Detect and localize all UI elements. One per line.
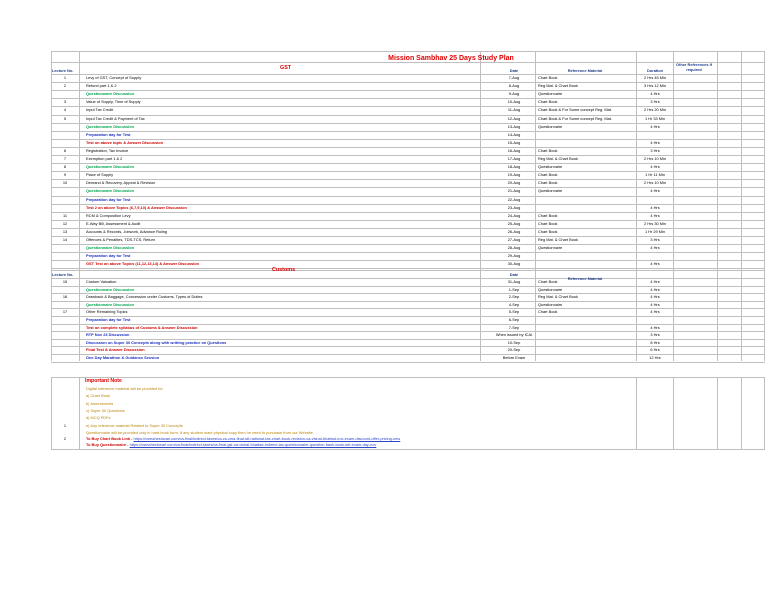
study-plan-sheet — [51, 51, 765, 461]
topic-cell: Input Tax Credit — [86, 107, 114, 113]
lecture-number — [52, 205, 78, 211]
reference-cell: Chart Book & For Some concept Reg. Mat. — [538, 115, 612, 121]
customs-date-header: Date — [509, 272, 519, 277]
topic-cell: Questionnaire Discussion — [86, 301, 134, 307]
note-line: e) Any reference material Related to Super 30 Concepts — [86, 422, 183, 428]
note-line: d) MCQ PDFs — [86, 415, 111, 421]
reference-cell — [538, 205, 635, 211]
duration-cell: 4 Hrs — [650, 301, 660, 307]
date-cell: 17-Aug — [507, 156, 521, 161]
lecture-number: 15 — [62, 279, 68, 284]
topic-cell: Accounts & Records, Jobwork, Advance Ruling — [86, 228, 168, 234]
topic-cell: Preparation day for Test — [86, 196, 131, 202]
lecture-number: 6 — [63, 147, 67, 153]
grid-line — [79, 377, 80, 449]
date-cell: 23-Aug — [507, 204, 521, 210]
reference-cell: Chart Book — [538, 220, 558, 226]
date-cell: 6-Sep — [508, 317, 520, 322]
lecture-number — [52, 317, 78, 323]
duration-header: Duration — [647, 68, 663, 73]
reference-cell: Chart Book — [538, 172, 558, 178]
lecture-number: 5 — [63, 115, 67, 121]
date-cell: 14-Aug — [507, 131, 521, 137]
topic-cell: Test on complete syllabus of Customs & Answer Discussion — [86, 324, 198, 330]
topic-cell: E-Way Bill, Assessment & Audit — [86, 220, 141, 226]
reference-cell: Chart Book — [538, 309, 558, 315]
duration-cell: 12 Hrs — [649, 355, 661, 360]
topic-cell: Questionnaire Discussion — [86, 188, 134, 194]
duration-cell: 4 Hrs — [650, 139, 660, 145]
date-cell: 20-Sep — [507, 347, 521, 353]
reference-cell — [538, 332, 635, 338]
topic-cell: Other Remaining Topics — [86, 309, 128, 315]
duration-cell: 4 Hrs — [650, 204, 660, 210]
lecture-number — [52, 287, 78, 293]
customs-lecture-no-header: Lecture No. — [52, 272, 74, 277]
note-item-2-number: 2 — [63, 436, 67, 441]
topic-cell: Exemption part 1 & 2 — [86, 156, 123, 161]
date-cell: 16-Aug — [507, 147, 521, 153]
topic-cell: Value of Supply, Time of Supply — [86, 99, 141, 105]
reference-cell — [538, 261, 635, 267]
lecture-number — [52, 245, 78, 251]
reference-cell — [538, 347, 635, 353]
date-cell: 8-Aug — [508, 83, 520, 89]
duration-cell: 4 Hrs — [650, 245, 660, 251]
grid-line — [51, 362, 765, 363]
reference-cell — [538, 253, 635, 259]
duration-cell: 2 Hrs 45 Min — [643, 75, 667, 80]
date-cell: 2-Sep — [508, 294, 520, 300]
topic-cell: RTP Nov 23 Discussion — [86, 332, 130, 338]
date-header: Date — [509, 68, 519, 73]
grid-line — [741, 377, 742, 449]
topic-cell: Demand & Recovery, Appeal & Revision — [86, 180, 156, 186]
topic-cell: Offences & Penalties, TDS-TCS, Return — [86, 237, 156, 242]
duration-cell: 3 Hrs — [650, 147, 660, 153]
reference-cell: Questionnaire — [538, 245, 563, 251]
grid-line — [717, 51, 718, 361]
lecture-number — [52, 325, 78, 331]
reference-cell: Reg Mat. & Chart Book — [538, 294, 579, 300]
grid-line — [717, 377, 718, 449]
chart-book-link[interactable]: https://vsmaheshwari.com/ca-final/indirect-taxes/ca-cs-cma-final-idt-national-tax-chart-book-revision-ca-vishal-bhattad-nov-exam-discount-offer-pricing-new — [133, 436, 401, 441]
lecture-number — [52, 332, 78, 338]
topic-cell: Place of Supply — [86, 172, 114, 178]
duration-cell — [637, 132, 673, 138]
note-line: a) Chart Book — [86, 393, 111, 399]
topic-cell: GST Test on above Topics (11,12,13,14) & Answer Discussion — [86, 261, 200, 267]
topic-cell: Input Tax Credit & Payment of Tax — [86, 115, 145, 121]
date-cell: 20-Aug — [507, 180, 521, 186]
lecture-number: 11 — [62, 212, 68, 218]
duration-cell: 3 Hrs — [650, 99, 660, 105]
date-cell: 31-Aug — [507, 279, 521, 284]
reference-cell: Chart Book — [538, 99, 558, 105]
reference-header: Reference Material — [567, 68, 603, 73]
date-cell: 7-Sep — [508, 324, 520, 330]
lecture-no-header: Lecture No. — [52, 68, 74, 73]
grid-line — [51, 51, 765, 52]
grid-line — [51, 449, 765, 450]
lecture-number: 7 — [63, 156, 67, 161]
date-cell: 13-Aug — [507, 123, 521, 129]
reference-cell — [538, 355, 635, 361]
lecture-number: 1 — [63, 75, 67, 80]
lecture-number: 3 — [63, 99, 67, 105]
date-cell: 21-Aug — [507, 188, 521, 194]
lecture-number: 17 — [62, 309, 68, 315]
reference-cell: Questionnaire — [538, 301, 563, 307]
lecture-number: 4 — [63, 107, 67, 113]
topic-cell: Questionnaire Discussion — [86, 123, 134, 129]
duration-cell: 4 Hrs — [650, 279, 660, 284]
topic-cell: Test 2 on above Topics (6,7,9,10) & Answer Discussion — [86, 204, 187, 210]
lecture-number — [52, 188, 78, 194]
grid-line — [673, 51, 674, 361]
date-cell: 10-Aug — [507, 99, 521, 105]
date-cell: 9-Aug — [508, 91, 520, 97]
lecture-number — [52, 124, 78, 130]
note-item-1-number: 1 — [63, 423, 67, 428]
gst-section-title: GST — [280, 65, 292, 71]
date-cell: 10-Sep — [507, 339, 521, 345]
duration-cell: 1 Hr 29 Min — [644, 228, 666, 234]
reference-cell: Reg Mat. & Chart Book — [538, 156, 579, 161]
lecture-number — [52, 140, 78, 146]
duration-cell — [637, 317, 673, 323]
questionnaire-link-label: To Buy Questionnaire - — [86, 442, 130, 447]
questionnaire-link-row — [86, 442, 606, 448]
date-cell: 25-Aug — [507, 220, 521, 226]
note-line: Digital reference material will be provided for — [86, 386, 163, 391]
date-cell: 5-Sep — [508, 309, 520, 315]
date-cell: 11-Aug — [507, 107, 521, 113]
reference-cell: Questionnaire — [538, 286, 563, 292]
topic-cell: Questionnaire Discussion — [86, 91, 134, 97]
reference-cell — [538, 340, 635, 346]
note-line: b) Amendments — [86, 400, 114, 406]
grid-line — [741, 51, 742, 361]
duration-cell — [637, 197, 673, 203]
customs-section-title: Customs — [272, 267, 296, 273]
lecture-number: 13 — [62, 228, 68, 234]
lecture-number — [52, 340, 78, 346]
grid-line — [79, 51, 80, 361]
reference-cell: Chart Book — [538, 180, 558, 186]
topic-cell: Questionnaire Discussion — [86, 245, 134, 251]
duration-cell: 2 Hrs 20 Min — [643, 107, 667, 113]
lecture-number: 16 — [62, 294, 68, 300]
duration-cell: 2 Hrs 30 Min — [643, 220, 667, 226]
duration-cell: 8 Hrs — [650, 339, 660, 345]
lecture-number: 2 — [63, 83, 67, 89]
duration-cell: 3 Hrs 12 Min — [643, 83, 667, 89]
duration-cell: 2 Hrs 10 Min — [643, 156, 667, 161]
reference-cell — [538, 325, 635, 331]
duration-cell: 2 Hrs 10 Min — [643, 180, 667, 186]
topic-cell: Preparation day for Test — [86, 131, 131, 137]
lecture-number — [52, 261, 78, 267]
duration-cell: 4 Hrs — [650, 188, 660, 194]
duration-cell: 4 Hrs — [650, 164, 660, 170]
date-cell: 26-Aug — [507, 228, 521, 234]
reference-cell: Questionnaire — [538, 91, 563, 97]
date-cell: 29-Aug — [507, 253, 521, 259]
lecture-number: 8 — [63, 164, 67, 170]
reference-cell: Chart Book — [538, 147, 558, 153]
date-cell: 24-Aug — [507, 212, 521, 218]
duration-cell: 4 Hrs — [650, 324, 660, 330]
duration-cell: 4 Hrs — [650, 212, 660, 218]
lecture-number — [52, 253, 78, 259]
duration-cell: 4 Hrs — [650, 294, 660, 300]
date-cell: 7-Aug — [508, 75, 520, 80]
reference-cell — [538, 132, 635, 138]
page-title: Mission Sambhav 25 Days Study Plan — [388, 55, 514, 62]
reference-cell — [538, 317, 635, 323]
date-cell: 28-Aug — [507, 245, 521, 251]
reference-cell: Chart Book — [538, 212, 558, 218]
topic-cell: Preparation day for Test — [86, 317, 131, 322]
topic-cell: Preparation day for Test — [86, 253, 131, 259]
topic-cell: One Day Marathon & Guidance Session — [86, 355, 160, 360]
duration-cell: 4 Hrs — [650, 309, 660, 315]
other-references-header: Other References if required — [676, 62, 712, 72]
duration-cell — [637, 253, 673, 259]
grid-line — [764, 51, 765, 361]
note-line: c) Super 50 Questions — [86, 407, 125, 413]
topic-cell: Custom Valuation — [86, 279, 117, 284]
topic-cell: Discussion on Super 30 Concepts along with writting practice on Questions — [86, 339, 227, 345]
lecture-number: 14 — [62, 237, 68, 242]
duration-cell: 4 Hrs — [650, 91, 660, 97]
topic-cell: Registration, Tax Invoice — [86, 147, 129, 153]
duration-cell: 4 Hrs — [650, 261, 660, 267]
date-cell: 18-Aug — [507, 164, 521, 170]
reference-cell: Chart Book & For Some concept Reg. Mat. — [538, 107, 612, 113]
grid-line — [51, 270, 765, 271]
reference-cell: Chart Book — [538, 279, 558, 284]
date-cell: 1-Sep — [508, 286, 520, 292]
duration-cell: 6 Hrs — [650, 347, 660, 353]
topic-cell: Final Test & Answer Discussion — [86, 347, 145, 353]
customs-reference-header: Reference Material — [567, 276, 603, 281]
date-cell: 12-Aug — [507, 115, 521, 121]
topic-cell: Drawback & Baggage, Concession under Customs, Types of Duties — [86, 294, 203, 300]
date-cell: 15-Aug — [507, 139, 521, 145]
reference-cell: Questionnaire — [538, 123, 563, 129]
date-cell: 30-Aug — [507, 261, 521, 267]
lecture-number — [52, 197, 78, 203]
lecture-number: 12 — [62, 220, 68, 226]
duration-cell: 4 Hrs — [650, 286, 660, 292]
grid-line — [636, 377, 637, 449]
grid-line — [51, 377, 765, 378]
lecture-number — [52, 355, 78, 361]
lecture-number: 10 — [62, 180, 68, 186]
reference-cell: Chart Book — [538, 228, 558, 234]
lecture-number: 9 — [63, 172, 67, 178]
reference-cell: Reg Mat. & Chart Book — [538, 237, 579, 242]
lecture-number — [52, 347, 78, 353]
questionnaire-note: Questionnaire will be provided only in hard book form, If any student want physical copy then he need to purchase from our Website. — [86, 430, 314, 435]
duration-cell: 1 Hr 11 Min — [645, 172, 665, 178]
duration-cell: 4 Hrs — [650, 123, 660, 129]
topic-cell: Test on above topic & Answer Discussion — [86, 139, 163, 145]
grid-line — [673, 377, 674, 449]
duration-cell: 3 Hrs — [650, 332, 660, 338]
lecture-number — [52, 302, 78, 308]
chart-book-link-label: To Buy Chart Book Link - — [86, 436, 134, 441]
topic-cell: Questionnaire Discussion — [86, 164, 134, 170]
date-cell: 19-Aug — [507, 172, 521, 178]
reference-cell: Questionnaire — [538, 188, 563, 194]
duration-cell: 1 Hr 33 Min — [644, 115, 666, 121]
lecture-number — [52, 91, 78, 97]
topic-cell: RCM & Composition Levy — [86, 212, 131, 218]
topic-cell: Questionnaire Discussion — [86, 286, 134, 292]
reference-cell: Reg Mat. & Chart Book — [538, 83, 579, 89]
reference-cell: Chart Book — [538, 75, 558, 80]
reference-cell: Questionnaire — [538, 164, 563, 170]
topic-cell: Levy of GST, Concept of Supply — [86, 75, 142, 80]
questionnaire-link[interactable]: https://vsmaheshwari.com/ca-final/indirect-taxes/ca-final-gst-ca-vishal-bhattad-indirect-tax-questionnaire-question-bank-book-set-exam-day-nov — [129, 442, 377, 447]
date-cell: Before Exam — [502, 355, 526, 360]
grid-line — [764, 377, 765, 449]
date-cell: 27-Aug — [507, 237, 521, 242]
duration-cell: 3 Hrs — [650, 237, 660, 242]
reference-cell — [538, 140, 635, 146]
important-note-heading: Important Note — [85, 378, 122, 384]
reference-cell — [538, 197, 635, 203]
lecture-number — [52, 132, 78, 138]
topic-cell: Refund part 1 & 2 — [86, 83, 117, 89]
date-cell: 22-Aug — [507, 196, 521, 202]
date-cell: 4-Sep — [508, 301, 520, 307]
date-cell: When issued by ICAI — [495, 332, 533, 338]
